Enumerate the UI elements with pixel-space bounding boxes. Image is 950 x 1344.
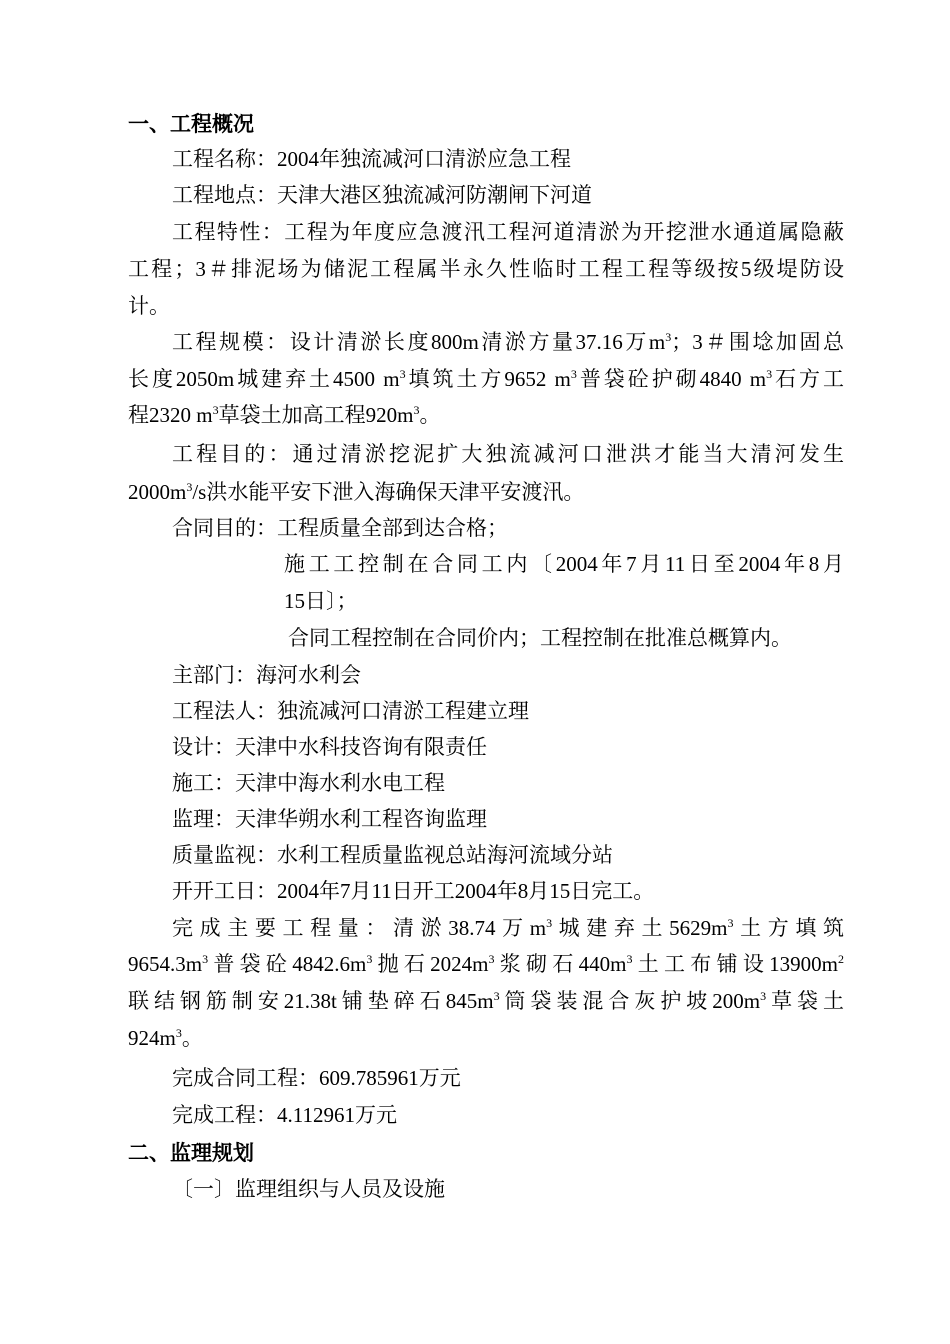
project-name: 工程名称：2004年独流减河口清淤应急工程 [172, 147, 571, 171]
completed-quantities-line1: 完成主要工程量：清淤38.74万$m^3$城建弃土$5629m^3$土方填筑 [172, 916, 845, 940]
completed-contract-amount: 完成合同工程：609.785961万元 [172, 1066, 461, 1090]
project-feature-line3: 计。 [128, 294, 170, 318]
contract-goal-line4: 合同工程控制在合同价内；工程控制在批准总概算内。 [288, 626, 792, 650]
contract-goal-label: 合同目的：工程质量全部到达合格； [172, 516, 508, 540]
start-end-dates: 开开工日：2004年7月11日开工2004年8月15日完工。 [172, 879, 655, 903]
project-location: 工程地点：天津大港区独流减河防潮闸下河道 [172, 183, 592, 207]
legal-entity: 工程法人：独流减河口清淤工程建立理 [172, 699, 529, 723]
construction-unit: 施工：天津中海水利水电工程 [172, 771, 445, 795]
quality-supervision: 质量监视：水利工程质量监视总站海河流域分站 [172, 843, 613, 867]
project-goal-line2: $2000m^3/s$洪水能平安下泄入海确保天津平安渡汛。 [128, 480, 585, 504]
project-goal-line1: 工程目的：通过清淤挖泥扩大独流减河口泄洪才能当大清河发生 [172, 442, 844, 466]
section-heading-overview: 一、工程概况 [128, 112, 254, 136]
section-heading-supervision-plan: 二、监理规划 [128, 1141, 254, 1165]
completed-quantities-line2: $9654.3m^3$普袋砼$4842.6m^3$抛石$2024m^3$浆砌石$440m^3$土工布铺设$13900m^2$ [128, 952, 844, 976]
subsection-organization: 〔一〕监理组织与人员及设施 [172, 1177, 445, 1201]
department: 主部门：海河水利会 [172, 663, 361, 687]
project-scale-line1: 工程规模：设计清淤长度800m清淤方量37.16万$m^3$；3＃围埝加固总 [172, 330, 845, 354]
project-feature-line1: 工程特性：工程为年度应急渡汛工程河道清淤为开挖泄水通道属隐蔽 [172, 220, 844, 244]
completed-amount: 完成工程：4.112961万元 [172, 1103, 397, 1127]
completed-quantities-line4: $924m^3$。 [128, 1026, 203, 1050]
supervision-unit: 监理：天津华朔水利工程咨询监理 [172, 807, 487, 831]
project-feature-line2: 工程；3＃排泥场为储泥工程属半永久性临时工程工程等级按5级堤防设 [128, 257, 844, 281]
project-scale-line2: 长度2050m城建弃土4500 $m^3$填筑土方9652 $m^3$普袋砼护砌4840 $m^3$石方工 [128, 367, 845, 391]
completed-quantities-line3: 联结钢筋制安21.38t铺垫碎石$845m^3$筒袋装混合灰护坡$200m^3$草袋土 [128, 989, 845, 1013]
design-unit: 设计：天津中水科技咨询有限责任 [172, 735, 487, 759]
contract-goal-line3: 15日〕； [284, 589, 358, 613]
project-scale-line3: 程2320 $m^3$草袋土加高工程$920m^3$。 [128, 403, 441, 427]
contract-goal-line2: 施工工控制在合同工内〔2004年7月11日至2004年8月 [284, 552, 844, 576]
